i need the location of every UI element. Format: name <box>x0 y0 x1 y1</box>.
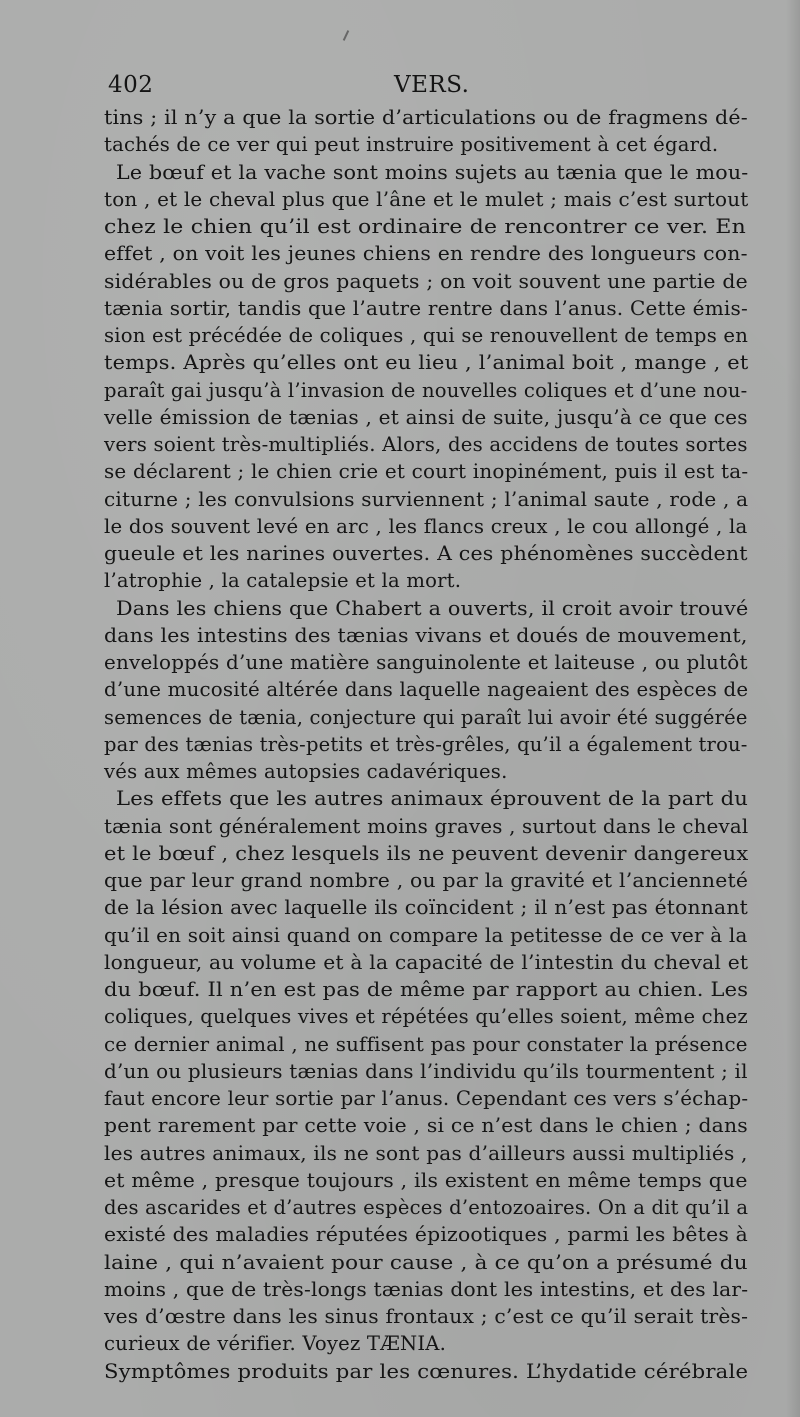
text-line: ton , et le cheval plus que l’âne et le mulet ; mais c’est surtout <box>104 188 749 211</box>
text-line: que par leur grand nombre , ou par la gravité et l’ancienneté <box>104 869 749 892</box>
text-line: vés aux mêmes autopsies cadavériques. <box>104 760 508 783</box>
text-line: coliques, quelques vives et répétées qu’elles soient, même chez <box>104 1005 748 1028</box>
ink-mark <box>343 30 349 41</box>
text-line: enveloppés d’une matière sanguinolente et laiteuse , ou plutôt <box>104 651 748 674</box>
text-line: vers soient très-multipliés. Alors, des accidens de toutes sortes <box>104 433 748 456</box>
text-line: tænia sortir, tandis que l’autre rentre dans l’anus. Cette émis- <box>104 297 749 320</box>
text-line: pent rarement par cette voie , si ce n’est dans le chien ; dans <box>104 1114 748 1137</box>
text-line: par des tænias très-petits et très-grêles, qu’il a également trou- <box>104 733 748 756</box>
page-number: 402 <box>108 72 154 98</box>
text-line: Symptômes produits par les cœnures. L’hydatide cérébrale <box>104 1360 749 1383</box>
text-line: Le bœuf et la vache sont moins sujets au tænia que le mou- <box>116 161 749 184</box>
text-line: des ascarides et d’autres espèces d’entozoaires. On a dit qu’il a <box>104 1196 749 1219</box>
page-header <box>108 72 748 102</box>
text-line: existé des maladies réputées épizootiques , parmi les bêtes à <box>104 1223 748 1246</box>
text-line: du bœuf. Il n’en est pas de même par rapport au chien. Les <box>104 978 749 1001</box>
text-line: tachés de ce ver qui peut instruire positivement à cet égard. <box>104 133 719 156</box>
text-line: de la lésion avec laquelle ils coïncident ; il n’est pas étonnant <box>104 896 748 919</box>
text-line: ce dernier animal , ne suffisent pas pour constater la présence <box>104 1033 748 1056</box>
text-line: semences de tænia, conjecture qui paraît lui avoir été suggérée <box>104 706 748 729</box>
text-line: dans les intestins des tænias vivans et doués de mouvement, <box>104 624 748 647</box>
text-line: faut encore leur sortie par l’anus. Cependant ces vers s’échap- <box>104 1087 749 1110</box>
text-line: et même , presque toujours , ils existent en même temps que <box>104 1169 748 1192</box>
text-line: et le bœuf , chez lesquels ils ne peuvent devenir dangereux <box>104 842 749 865</box>
text-line: le dos souvent levé en arc , les flancs creux , le cou allongé , la <box>104 515 748 538</box>
text-line: paraît gai jusqu’à l’invasion de nouvelles coliques et d’une nou- <box>104 379 748 402</box>
text-line: moins , que de très-longs tænias dont les intestins, et des lar- <box>104 1278 749 1301</box>
text-line: longueur, au volume et à la capacité de l’intestin du cheval et <box>104 951 749 974</box>
text-line: effet , on voit les jeunes chiens en rendre des longueurs con- <box>104 242 748 265</box>
text-line: les autres animaux, ils ne sont pas d’ailleurs aussi multipliés , <box>104 1142 748 1165</box>
text-line: temps. Après qu’elles ont eu lieu , l’animal boit , mange , et <box>104 351 749 374</box>
text-line: l’atrophie , la catalepsie et la mort. <box>104 569 462 592</box>
text-line: tins ; il n’y a que la sortie d’articulations ou de fragmens dé- <box>104 106 748 129</box>
text-line: Les effets que les autres animaux éprouvent de la part du <box>116 787 749 810</box>
text-line: d’une mucosité altérée dans laquelle nageaient des espèces de <box>104 678 749 701</box>
text-line: Dans les chiens que Chabert a ouverts, il croit avoir trouvé <box>116 597 749 620</box>
text-line: curieux de vérifier. Voyez TÆNIA. <box>104 1332 447 1355</box>
text-line: qu’il en soit ainsi quand on compare la petitesse de ce ver à la <box>104 924 748 947</box>
running-head: VERS. <box>394 72 470 98</box>
text-line: sidérables ou de gros paquets ; on voit souvent une partie de <box>104 270 748 293</box>
text-line: velle émission de tænias , et ainsi de suite, jusqu’à ce que ces <box>104 406 748 429</box>
text-line: citurne ; les convulsions surviennent ; l’animal saute , rode , a <box>104 488 749 511</box>
page-edge-shadow <box>786 0 800 1417</box>
text-line: chez le chien qu’il est ordinaire de rencontrer ce ver. En <box>104 215 746 238</box>
text-line: ves d’œstre dans les sinus frontaux ; c’est ce qu’il serait très- <box>104 1305 749 1328</box>
text-line: tænia sont généralement moins graves , surtout dans le cheval <box>104 815 749 838</box>
text-line: laine , qui n’avaient pour cause , à ce qu’on a présumé du <box>104 1251 748 1274</box>
text-line: d’un ou plusieurs tænias dans l’individu qu’ils tourmentent ; il <box>104 1060 748 1083</box>
text-line: se déclarent ; le chien crie et court inopinément, puis il est ta- <box>104 460 749 483</box>
text-line: sion est précédée de coliques , qui se renouvellent de temps en <box>104 324 749 347</box>
text-line: gueule et les narines ouvertes. A ces phénomènes succèdent <box>104 542 748 565</box>
